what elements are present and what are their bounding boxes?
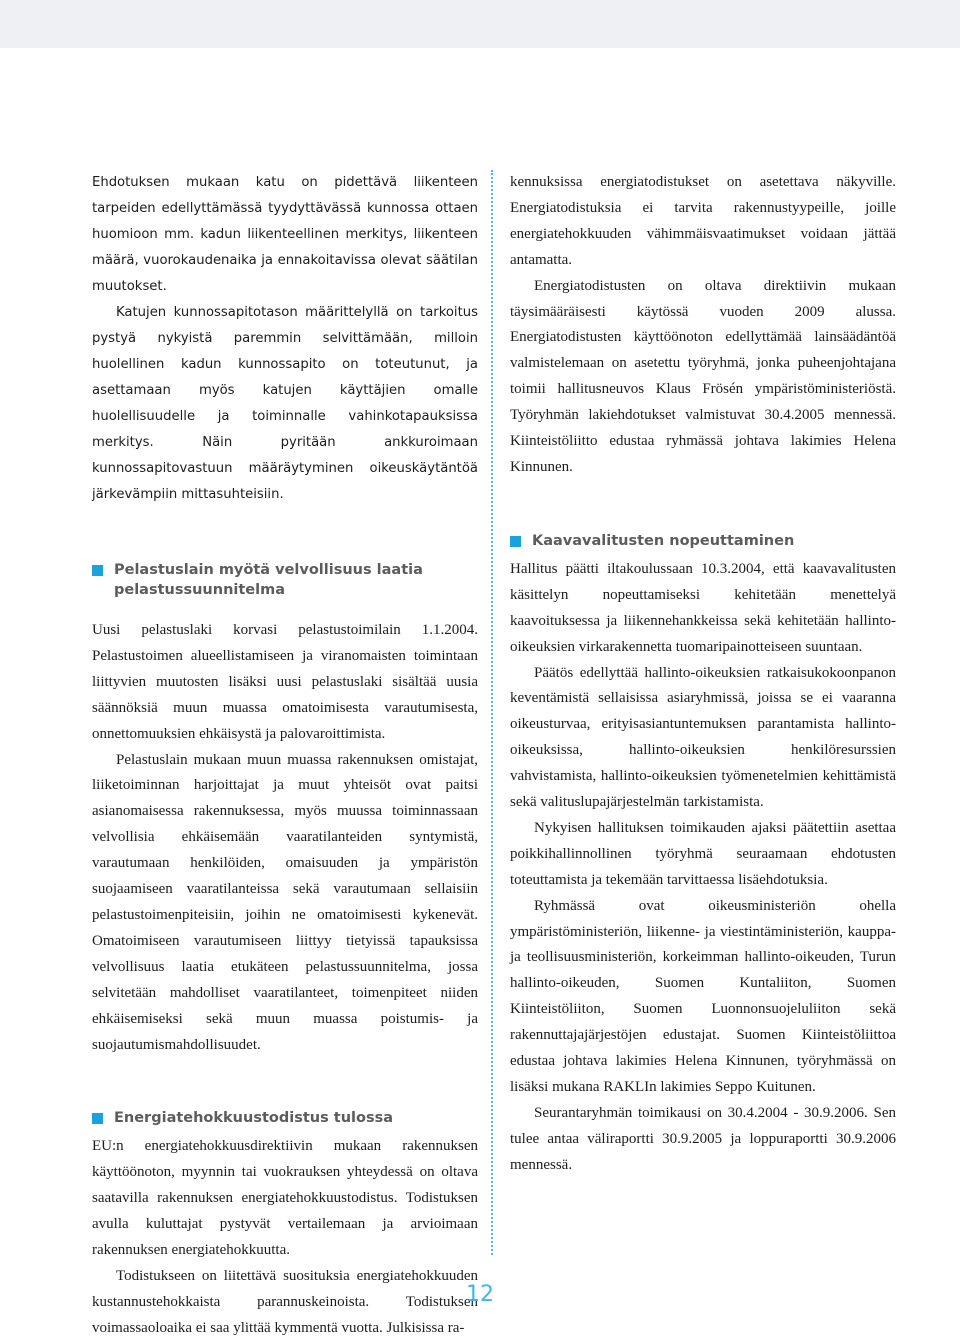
energia-paragraph-2: Todistukseen on liitettävä suosituksia energiatehokkuuden kustannustehokkaista parannuskeinoista. Todistuksen voimassaoloaika ei saa ylittää kymmentä vuotta. Julkisissa ra- <box>92 1267 478 1336</box>
square-bullet-icon <box>92 565 103 576</box>
intro-paragraph: Ehdotuksen mukaan katu on pidettävä liikenteen tarpeiden edellyttämässä tyydyttävässä kunnossa ottaen huomioon mm. kadun liikenteellinen merkitys, liikenteen määrä, vuorokaudenaika ja ennakoitavissa olevat säätilan muutokset. <box>92 175 478 294</box>
pelastuslaki-paragraph-2: Pelastuslain mukaan muun muassa rakennuksen omistajat, liiketoiminnan harjoittajat ja muut yhteisöt ovat paitsi asianomaisessa rakennuksessa, myös muussa toiminnassaan velvollisia ehkäisemään vaaratilanteiden syntymistä, varautumaan henkilöiden, omaisuuden ja ympäristön suojaamiseen vaaratilanteissa sekä varautumaan sellaisiin pelastustoimenpiteisiin, joihin ne omatoimisesti kykenevät. Omatoimiseen varautumiseen liittyy tietyissä tapauksissa velvollisuus laatia etukäteen pelastussuunnitelma, jossa selvitetään mahdolliset vaaratilanteet, toimenpiteet niiden ehkäisemiseksi sekä muun muassa poistumis- ja suojautumismahdollisuudet. <box>92 751 478 1053</box>
square-bullet-icon <box>510 536 521 547</box>
kaava-paragraph-3: Nykyisen hallituksen toimikauden ajaksi päätettiin asettaa poikkihallinnollinen työryhmä seuraamaan ehdotusten toteuttamista ja tekemään tarvittaessa lisäehdotuksia. <box>510 819 896 888</box>
left-column <box>92 170 478 1342</box>
page-number: 12 <box>466 1282 494 1307</box>
heading-text: Kaavavalitusten nopeuttaminen <box>532 532 795 549</box>
section-heading-energiatodistus <box>92 1108 478 1128</box>
column-divider <box>491 170 493 1255</box>
heading-text: Pelastuslain myötä velvollisuus laatia pelastussuunnitelma <box>114 562 423 598</box>
heading-text: Energiatehokkuustodistus tulossa <box>114 1110 393 1127</box>
section-heading-pelastuslaki <box>92 560 478 600</box>
energia-schedule-paragraph: Energiatodistusten on oltava direktiivin mukaan täysimääräisesti käytössä vuoden 2009 alussa. Energiatodistusten käyttöönoton edellyttämää lainsäädäntöä valmistelemaan on asetettu työryhmä, jonka puheenjohtajana toimii hallitusneuvos Klaus Frösén ympäristöministeriöstä. Työryhmän lakiehdotukset valmistuvat 30.4.2005 mennessä. Kiinteistöliitto edustaa ryhmässä johtava lakimies Helena Kinnunen. <box>510 277 896 475</box>
energia-paragraph-1: EU:n energiatehokkuusdirektiivin mukaan rakennuksen käyttöönoton, myynnin tai vuokrauksen yhteydessä on oltava saatavilla rakennuksen energiatehokkuustodistus. Todistuksen avulla kuluttajat pystyvät vertailemaan ja arvioimaan rakennuksen energiatehokkuutta. <box>92 1138 478 1259</box>
top-band <box>0 0 960 48</box>
kaava-paragraph-2: Päätös edellyttää hallinto-oikeuksien ratkaisukokoonpanon keventämistä sellaisissa asiaryhmissä, joissa se ei vaaranna oikeusturvaa, erityisasiantuntemuksen parantamista hallinto-oikeuksissa, hallinto-oikeuksien henkilöresurssien vahvistamista, hallinto-oikeuksien työmenetelmien kehittämistä sekä valituslupajärjestelmän tarkistamista. <box>510 664 896 811</box>
right-column <box>510 170 896 1179</box>
energia-continuation-paragraph: kennuksissa energiatodistukset on asetettava näkyville. Energiatodistuksia ei tarvita rakennustyypeille, joille energiatehokkuuden vähimmäisvaatimukset voidaan jättää antamatta. <box>510 174 896 268</box>
kaava-paragraph-1: Hallitus päätti iltakoulussaan 10.3.2004, että kaavavalitusten käsittelyn nopeuttamiseksi kehitetään menettelyä kaavoituksessa ja liikennehankkeissa sekä kehitetään hallinto-oikeuksien virkarakennetta tuomaripainotteiseen suuntaan. <box>510 560 896 655</box>
kaava-paragraph-4: Ryhmässä ovat oikeusministeriön ohella ympäristöministeriön, liikenne- ja viestintäministeriön, kauppa- ja teollisuusministeriön, korkeimman hallinto-oikeuden, Turun hallinto-oikeuden, Suomen Kuntaliiton, Suomen Kiinteistöliiton, Suomen Luonnonsuojeluliiton sekä rakennuttajajärjestöjen edustajat. Suomen Kiinteistöliittoa edustaa johtava lakimies Helena Kinnunen, työryhmässä on lisäksi mukana RAKLIn lakimies Seppo Kuitunen. <box>510 897 896 1095</box>
kaava-paragraph-5: Seurantaryhmän toimikausi on 30.4.2004 - 30.9.2006. Sen tulee antaa väliraportti 30.9.2005 ja loppuraportti 30.9.2006 mennessä. <box>510 1104 896 1173</box>
maintenance-paragraph: Katujen kunnossapitotason määrittelyllä on tarkoitus pystyä nykyistä paremmin selvittämään, milloin huolellinen kadun kunnossapito on toteutunut, ja asettamaan myös katujen käyttäjien omalle huolellisuudelle ja toiminnalle vahinkotapauksissa merkitys. Näin pyritään ankkuroimaan kunnossapitovastuun määräytyminen oikeuskäytäntöä järkevämpiin mittasuhteisiin. <box>92 305 478 502</box>
section-heading-kaavavalitukset <box>510 531 896 551</box>
pelastuslaki-paragraph-1: Uusi pelastuslaki korvasi pelastustoimilain 1.1.2004. Pelastustoimen alueellistamiseen ja viranomaisten toimintaan liittyvien muutosten lisäksi uusi pelastuslaki sisältää uusia säännöksiä muun muassa omatoimisesta varautumisesta, onnettomuuksien ehkäisystä ja palovaroittimista. <box>92 622 478 742</box>
square-bullet-icon <box>92 1113 103 1124</box>
